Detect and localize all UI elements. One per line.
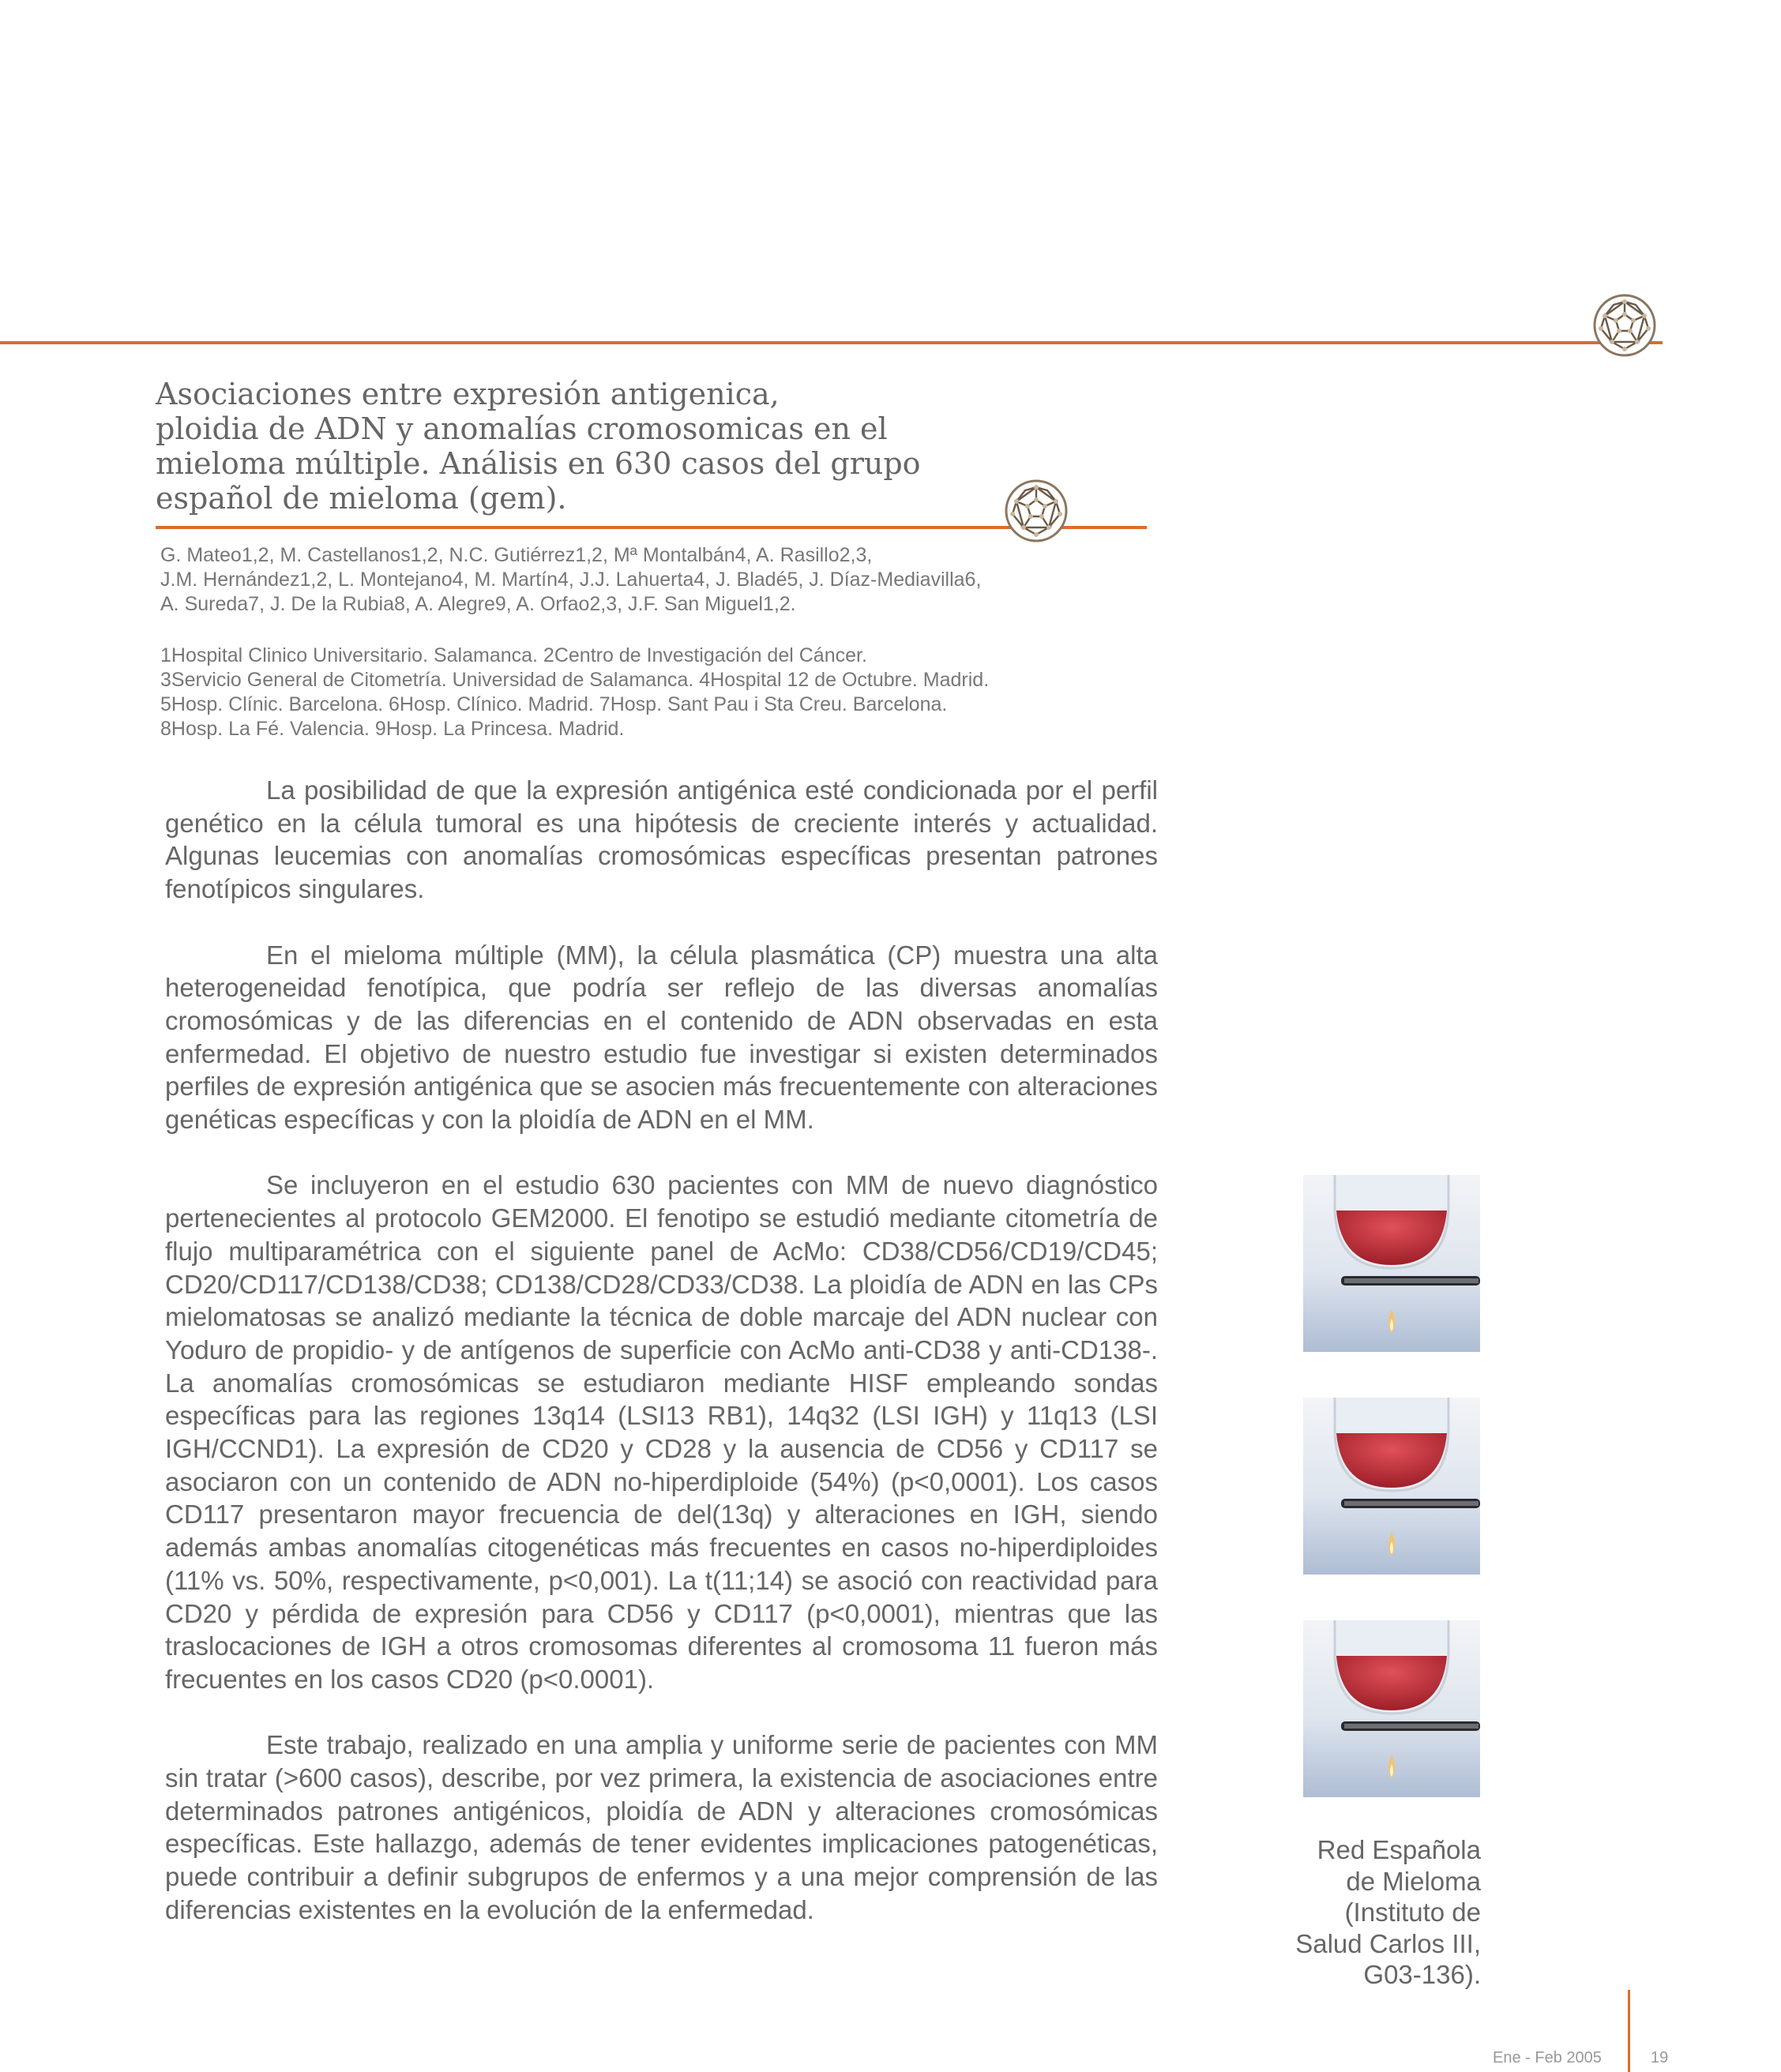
title-line: español de mieloma (gem). bbox=[156, 481, 567, 516]
body-paragraph: Se incluyeron en el estudio 630 pacientes con MM de nuevo diagnóstico pertenecientes al protocolo GEM2000. El fenotipo se estudió mediante citometría de flujo multiparamétrica con el siguiente panel de AcMo: CD38/CD56/CD19/CD45; CD20/CD117/CD138/CD38; CD138/CD28/CD33/CD38. La ploidía de ADN en las CPs mielomatosas se analizó mediante la técnica de doble marcaje del ADN nuclear con Yoduro de propidio- y de antígenos de superficie con AcMo anti-CD38 y anti-CD138-. La anomalías cromosómicas se estudiaron mediante HISF empleando sondas específicas para las regiones 13q14 (LSI13 RB1), 14q32 (LSI IGH) y 11q13 (LSI IGH/CCND1). La expresión de CD20 y CD28 y la ausencia de CD56 y CD117 se asociaron con un contenido de ADN no-hiperdiploide (54%) (p<0,0001). Los casos CD117 presentaron mayor frecuencia de del(13q) y alteraciones en IGH, siendo además ambas anomalías citogenéticas más frecuentes en casos no-hiperdiploides (11% vs. 50%, respectivamente, p<0,001). La t(11;14) se asoció con reactividad para CD20 y pérdida de expresión para CD56 y CD117 (p<0,0001), mientras que las traslocaciones de IGH a otros cromosomas diferentes al cromosoma 11 fueron más frecuentes en los casos CD20 (p<0.0001). bbox=[165, 1170, 1158, 1694]
photo-caption bbox=[1248, 1834, 1481, 1991]
top-rule bbox=[0, 341, 1663, 344]
title-line: ploidia de ADN y anomalías cromosomicas en el bbox=[156, 411, 888, 446]
article-body bbox=[165, 774, 1158, 1959]
title-line: Asociaciones entre expresión antigenica, bbox=[156, 377, 780, 411]
flask-photo bbox=[1303, 1175, 1480, 1352]
affiliation-line: 5Hosp. Clínic. Barcelona. 6Hosp. Clínico. Madrid. 7Hosp. Sant Pau i Sta Creu. Barcelona. bbox=[160, 693, 948, 715]
issue-date: Ene - Feb 2005 bbox=[1493, 2049, 1602, 2066]
affiliation-line: 8Hosp. La Fé. Valencia. 9Hosp. La Princesa. Madrid. bbox=[160, 718, 625, 740]
author-line: A. Sureda7, J. De la Rubia8, A. Alegre9, A. Orfao2,3, J.F. San Miguel1,2. bbox=[160, 593, 796, 615]
caption-line: de Mieloma bbox=[1346, 1866, 1481, 1896]
flask-photo bbox=[1303, 1620, 1480, 1797]
affiliation-line: 3Servicio General de Citometría. Universidad de Salamanca. 4Hospital 12 de Octubre. Madrid. bbox=[160, 669, 990, 691]
body-paragraph: La posibilidad de que la expresión antigénica esté condicionada por el perfil genético en la célula tumoral es una hipótesis de creciente interés y actualidad. Algunas leucemias con anomalías cromosómicas específicas presentan patrones fenotípicos singulares. bbox=[165, 775, 1158, 904]
caption-line: Salud Carlos III, bbox=[1295, 1928, 1481, 1958]
authors bbox=[160, 543, 1187, 617]
title-rule bbox=[156, 526, 1147, 529]
author-line: J.M. Hernández1,2, L. Montejano4, M. Martín4, J.J. Lahuerta4, J. Bladé5, J. Díaz-Mediavilla6, bbox=[160, 569, 982, 591]
title-line: mieloma múltiple. Análisis en 630 casos del grupo bbox=[156, 446, 921, 481]
footer-divider bbox=[1628, 1990, 1630, 2072]
caption-line: G03-136). bbox=[1363, 1960, 1481, 1989]
caption-line: Red Española bbox=[1317, 1835, 1481, 1864]
buckyball-icon bbox=[1591, 292, 1658, 358]
body-paragraph: Este trabajo, realizado en una amplia y uniforme serie de pacientes con MM sin tratar (>600 casos), describe, por vez primera, la existencia de asociaciones entre determinados patrones antigénicos, ploidía de ADN y alteraciones cromosómicas específicas. Este hallazgo, además de tener evidentes implicaciones patogenéticas, puede contribuir a definir subgrupos de enfermos y a una mejor comprensión de las diferencias existentes en la evolución de la enfermedad. bbox=[165, 1730, 1158, 1924]
page-number: 19 bbox=[1651, 2049, 1669, 2066]
author-line: G. Mateo1,2, M. Castellanos1,2, N.C. Gutiérrez1,2, Mª Montalbán4, A. Rasillo2,3, bbox=[160, 544, 873, 566]
flask-photo bbox=[1303, 1398, 1480, 1575]
caption-line: (Instituto de bbox=[1344, 1897, 1481, 1927]
affiliations bbox=[160, 644, 1187, 741]
body-paragraph: En el mieloma múltiple (MM), la célula plasmática (CP) muestra una alta heterogeneidad fenotípica, que podría ser reflejo de las diversas anomalías cromosómicas y de las diferencias en el contenido de ADN observadas en esta enfermedad. El objetivo de nuestro estudio fue investigar si existen determinados perfiles de expresión antigénica que se asocien más frecuentemente con alteraciones genéticas específicas y con la ploidía de ADN en el MM. bbox=[165, 940, 1158, 1135]
buckyball-icon bbox=[1003, 478, 1069, 544]
affiliation-line: 1Hospital Clinico Universitario. Salamanca. 2Centro de Investigación del Cáncer. bbox=[160, 644, 867, 666]
article-title bbox=[156, 377, 1040, 516]
